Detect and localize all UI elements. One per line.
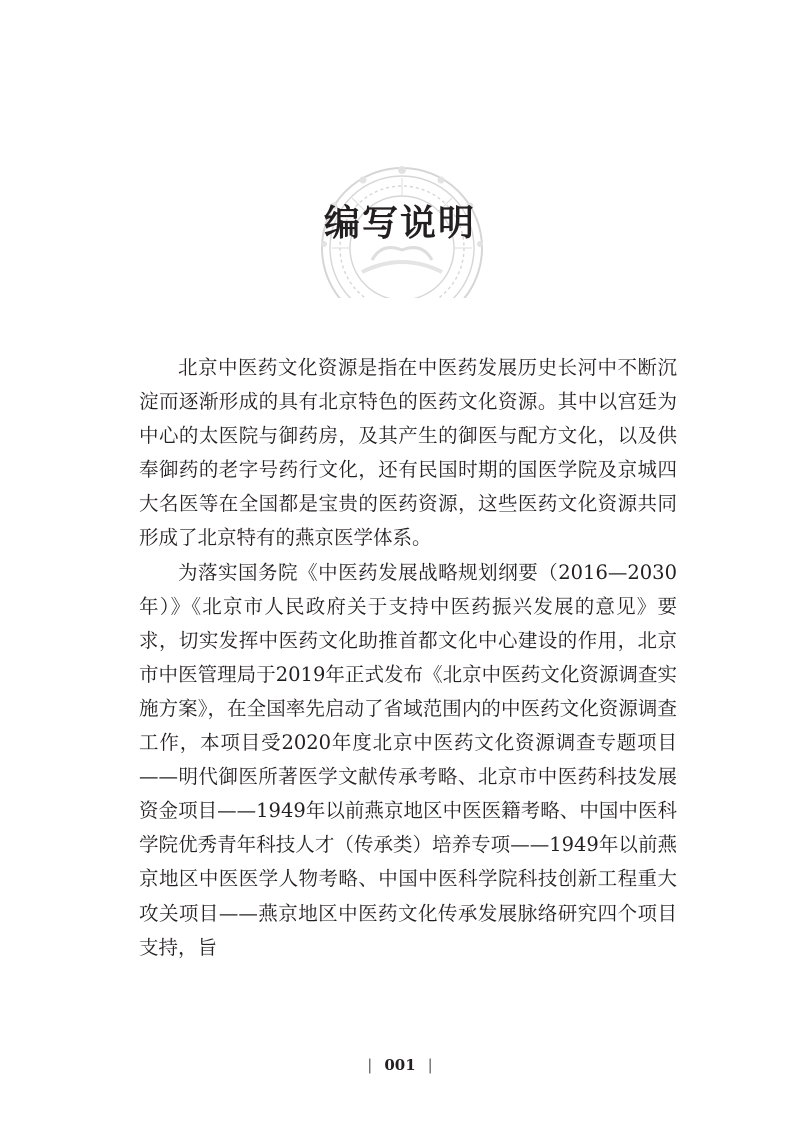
page-title: 编写说明 <box>323 203 476 244</box>
paragraph: 北京中医药文化资源是指在中医药发展历史长河中不断沉淀而逐渐形成的具有北京特色的医药文化资源。其中以宫廷为中心的太医院与御药房，及其产生的御医与配方文化，以及供奉御药的老字号药行文化，还有民国时期的国医学院及京城四大名医等在全国都是宝贵的医药资源，这些医药文化资源共同形成了北京特有的燕京医学体系。 <box>139 356 677 550</box>
paragraph: 为落实国务院《中医药发展战略规划纲要（2016—2030年）》《北京市人民政府关于支持中医药振兴发展的意见》要求，切实发挥中医药文化助推首都文化中心建设的作用，北京市中医管理局于2019年正式发布《北京中医药文化资源调查实施方案》，在全国率先启动了省域范围内的中医药文化资源调查工作，本项目受2020年度北京中医药文化资源调查专题项目——明代御医所著医学文献传承考略、北京市中医药科技发展资金项目——1949年以前燕京地区中医医籍考略、中国中医科学院优秀青年科技人才（传承类）培养专项——1949年以前燕京地区中医医学人物考略、中国中医科学院科技创新工程重大攻关项目——燕京地区中医药文化传承发展脉络研究四个项目支持，旨 <box>139 560 677 959</box>
divider: | <box>427 1056 433 1074</box>
divider: | <box>367 1056 373 1074</box>
page-number <box>0 1056 800 1074</box>
body-text <box>139 351 677 965</box>
page-number-value: 001 <box>384 1056 416 1074</box>
